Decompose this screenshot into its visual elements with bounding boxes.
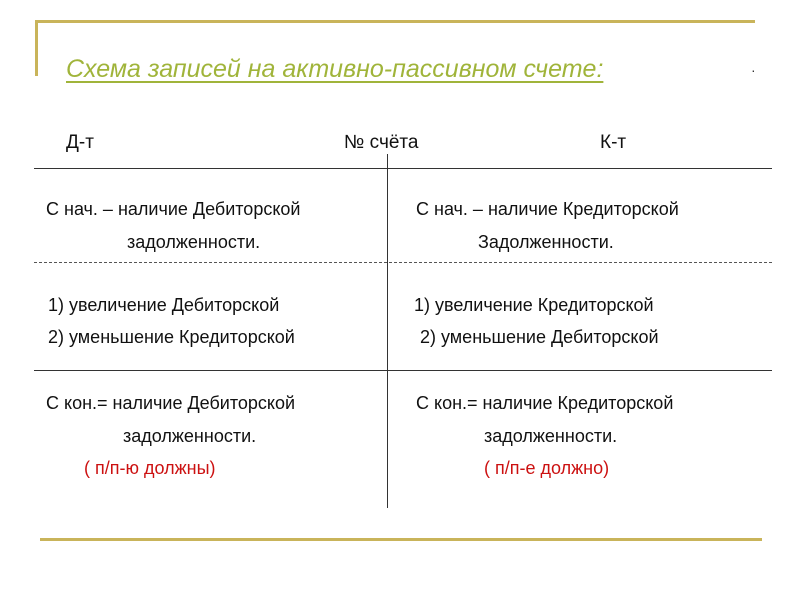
t-account-divider bbox=[387, 154, 388, 508]
credit-opening-balance-line1: С нач. – наличие Кредиторской bbox=[416, 199, 679, 219]
turnover-bottom-line bbox=[34, 370, 772, 371]
dashed-separator bbox=[34, 262, 772, 263]
debit-turnover-item-2: 2) уменьшение Кредиторской bbox=[48, 327, 295, 347]
debit-opening-balance-line1: С нач. – наличие Дебиторской bbox=[46, 199, 301, 219]
credit-note: ( п/п-е должно) bbox=[484, 458, 610, 478]
credit-turnover-item-1: 1) увеличение Кредиторской bbox=[414, 295, 654, 315]
credit-opening-balance-line2: Задолженности. bbox=[478, 232, 614, 252]
page-title: Схема записей на активно-пассивном счете: bbox=[66, 55, 604, 83]
credit-closing-balance-line2: задолженности. bbox=[484, 426, 618, 446]
debit-turnover-item-1: 1) увеличение Дебиторской bbox=[48, 295, 280, 315]
debit-header: Д-т bbox=[66, 132, 94, 153]
frame-bottom-border bbox=[40, 538, 762, 541]
debit-note: ( п/п-ю должны) bbox=[84, 458, 216, 478]
frame-top-border bbox=[35, 20, 755, 23]
t-account-top-line bbox=[34, 168, 772, 169]
debit-closing-balance-line2: задолженности. bbox=[123, 426, 257, 446]
credit-closing-balance-line1: С кон.= наличие Кредиторской bbox=[416, 393, 674, 413]
frame-left-border bbox=[35, 20, 38, 76]
debit-closing-balance-line1: С кон.= наличие Дебиторской bbox=[46, 393, 296, 413]
credit-header: К-т bbox=[600, 132, 627, 153]
title-dot: · bbox=[751, 62, 756, 78]
credit-turnover-item-2: 2) уменьшение Дебиторской bbox=[420, 327, 659, 347]
debit-opening-balance-line2: задолженности. bbox=[127, 232, 261, 252]
account-number-header: № счёта bbox=[344, 132, 419, 153]
